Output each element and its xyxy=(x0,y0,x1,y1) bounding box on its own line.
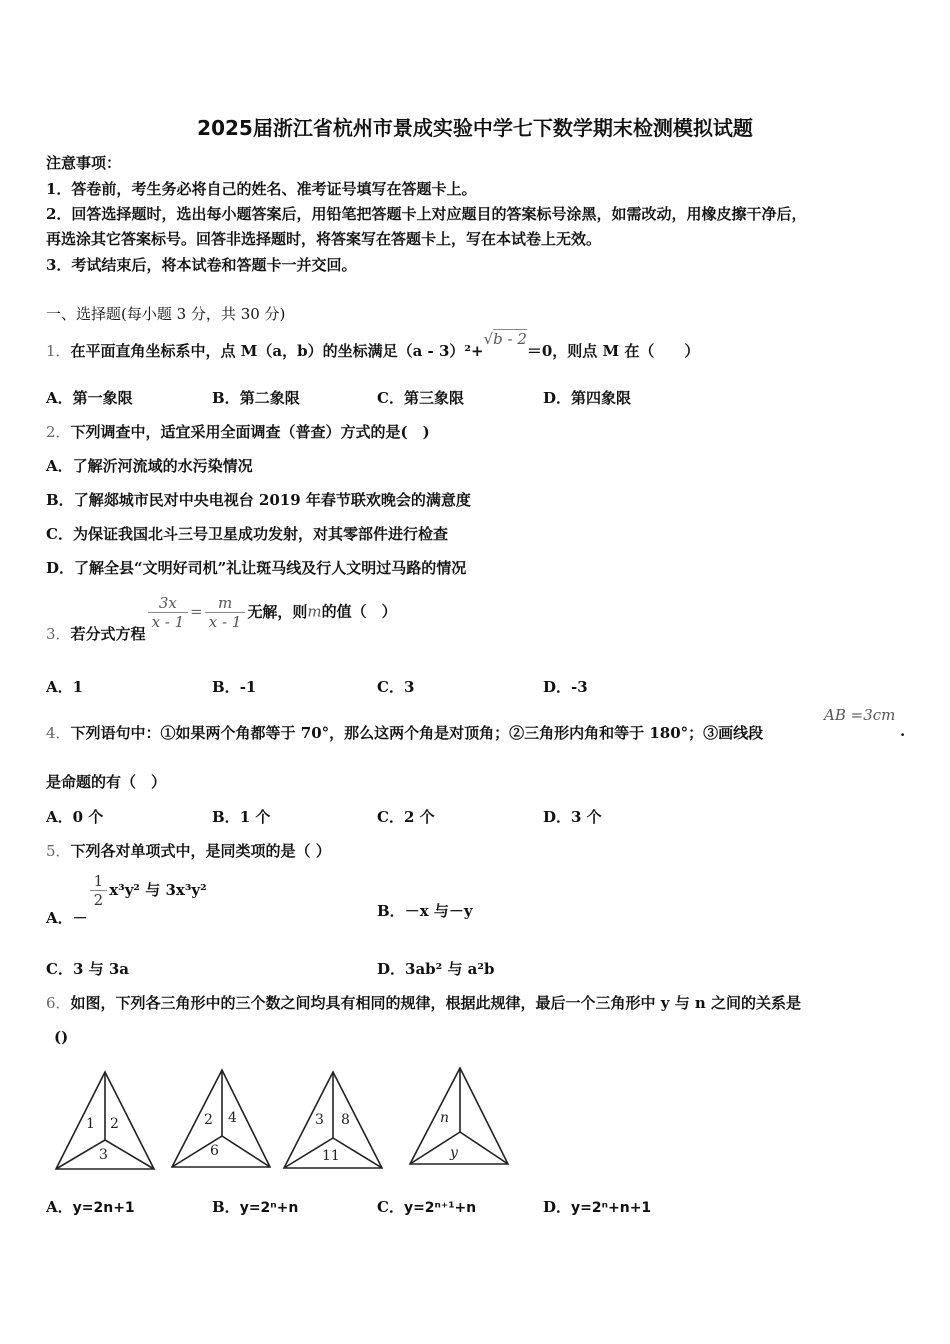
option-text: 第四象限 xyxy=(571,389,632,407)
option-text: 了解沂河流域的水污染情况 xyxy=(72,457,253,475)
fraction-denominator: x - 1 xyxy=(208,613,242,631)
section-heading: 一、选择题(每小题 3 分，共 30 分) xyxy=(46,305,286,323)
option-label: A． xyxy=(46,389,73,407)
triangle-4 xyxy=(410,1068,508,1164)
minus-sign: － xyxy=(72,908,88,927)
fraction-1 xyxy=(148,594,189,631)
triangle-2-left: 2 xyxy=(204,1112,213,1128)
question-text: 若分式方程 xyxy=(70,624,146,643)
option-text: y=2ⁿ⁺¹+n xyxy=(403,1200,477,1216)
page-title: 2025届浙江省杭州市景成实验中学七下数学期末检测模拟试题 xyxy=(197,116,753,140)
fraction-numerator: 1 xyxy=(90,872,108,891)
question-text: 的值（ ） xyxy=(321,602,397,621)
option-label: B． xyxy=(377,902,405,920)
option-a[interactable] xyxy=(46,455,253,476)
triangle-2-right: 4 xyxy=(228,1110,237,1126)
question-text: 无解，则 xyxy=(247,602,308,621)
option-label: B． xyxy=(46,491,74,509)
option-text: -3 xyxy=(571,678,588,696)
answer-paren: () xyxy=(54,1028,69,1046)
triangle-3-left: 3 xyxy=(315,1112,324,1128)
triangle-2 xyxy=(172,1070,270,1167)
notice-item: 1．答卷前，考生务必将自己的姓名、准考证号填写在答题卡上。 xyxy=(46,180,477,198)
option-label: A． xyxy=(46,678,73,696)
option-label: D． xyxy=(543,678,572,696)
option-label: D． xyxy=(543,808,572,826)
math-expression: AB =3cm xyxy=(824,706,896,724)
option-label: D． xyxy=(377,960,406,978)
option-label: C． xyxy=(46,960,73,978)
option-b[interactable] xyxy=(46,489,471,510)
option-text: 为保证我国北斗三号卫星成功发射，对其零部件进行检查 xyxy=(72,525,448,543)
option-b[interactable] xyxy=(212,387,300,408)
option-label: A． xyxy=(46,1198,73,1216)
option-text: 1 个 xyxy=(239,808,271,826)
option-b[interactable] xyxy=(212,1196,298,1217)
question-3 xyxy=(46,594,397,643)
question-4 xyxy=(46,722,763,743)
option-c[interactable] xyxy=(46,523,448,544)
fraction-2 xyxy=(205,594,246,631)
option-label: A． xyxy=(46,457,73,475)
question-number: 2． xyxy=(46,423,71,441)
triangle-figure xyxy=(48,1062,518,1174)
question-2 xyxy=(46,421,430,442)
triangle-3-bottom: 11 xyxy=(322,1148,340,1164)
question-text: 下列各对单项式中，是同类项的是（ ） xyxy=(70,842,331,860)
option-text: 第二象限 xyxy=(239,389,300,407)
option-label: C． xyxy=(377,808,404,826)
option-text: 3 xyxy=(403,678,415,696)
option-d[interactable] xyxy=(377,958,494,979)
option-a[interactable] xyxy=(46,872,207,927)
question-number: 5． xyxy=(46,842,71,860)
variable: m xyxy=(307,602,322,621)
triangle-2-bottom: 6 xyxy=(210,1143,219,1159)
option-d[interactable] xyxy=(543,806,602,827)
option-a[interactable] xyxy=(46,806,103,827)
question-text: 下列语句中：①如果两个角都等于 70°，那么这两个角是对顶角；②三角形内角和等于 180°；③画线段 xyxy=(70,724,764,742)
fraction-numerator: 3x xyxy=(148,594,189,613)
option-b[interactable] xyxy=(212,676,256,697)
option-text: 3ab² 与 a²b xyxy=(405,960,495,978)
option-label: C． xyxy=(377,389,404,407)
equals-sign: = xyxy=(190,602,203,621)
option-text: -1 xyxy=(239,678,257,696)
option-b[interactable] xyxy=(377,900,473,921)
option-c[interactable] xyxy=(377,387,464,408)
option-label: C． xyxy=(377,1198,404,1216)
option-label: D． xyxy=(543,1198,572,1216)
option-label: B． xyxy=(212,389,240,407)
notice-item: 再选涂其它答案标号。回答非选择题时，将答案写在答题卡上，写在本试卷上无效。 xyxy=(46,230,602,248)
option-d[interactable] xyxy=(543,387,631,408)
triangle-4-bottom: y xyxy=(450,1145,458,1161)
question-6 xyxy=(46,992,801,1013)
question-number: 4． xyxy=(46,724,71,742)
sqrt-radicand: b - 2 xyxy=(493,330,527,348)
notice-item: 2．回答选择题时，选出每小题答案后，用铅笔把答题卡上对应题目的答案标号涂黑，如需改动，用橡皮擦干净后， xyxy=(46,205,807,223)
option-a[interactable] xyxy=(46,1196,135,1217)
notice-item: 3．考试结束后，将本试卷和答题卡一并交回。 xyxy=(46,256,357,274)
option-text: x³y² 与 3x³y² xyxy=(109,880,207,899)
option-c[interactable] xyxy=(377,1196,476,1217)
triangle-1-right: 2 xyxy=(110,1116,119,1132)
question-number: 1． xyxy=(46,342,71,360)
option-b[interactable] xyxy=(212,806,270,827)
option-text: y=2ⁿ+n+1 xyxy=(571,1200,652,1216)
option-text: 了解郯城市民对中央电视台 2019 年春节联欢晚会的满意度 xyxy=(73,491,471,509)
option-label: D． xyxy=(543,389,572,407)
option-d[interactable] xyxy=(46,557,466,578)
option-label: C． xyxy=(377,678,404,696)
question-5 xyxy=(46,840,331,861)
option-d[interactable] xyxy=(543,1196,651,1217)
fraction-numerator: m xyxy=(205,594,246,613)
option-text: －x 与－y xyxy=(404,902,473,920)
option-text: y=2n+1 xyxy=(72,1200,135,1216)
option-d[interactable] xyxy=(543,676,588,697)
option-label: A． xyxy=(46,808,73,826)
fraction-half xyxy=(90,872,108,909)
option-label: A． xyxy=(46,908,73,927)
option-text: 3 个 xyxy=(571,808,602,826)
option-text: 了解全县“文明好司机”礼让斑马线及行人文明过马路的情况 xyxy=(74,559,467,577)
option-a[interactable] xyxy=(46,676,83,697)
fraction-denominator: 2 xyxy=(93,891,104,909)
option-c[interactable] xyxy=(46,958,129,979)
option-text: 0 个 xyxy=(72,808,104,826)
question-number: 6． xyxy=(46,994,71,1012)
option-text: y=2ⁿ+n xyxy=(239,1200,299,1216)
option-c[interactable] xyxy=(377,676,414,697)
triangle-3-right: 8 xyxy=(341,1112,350,1128)
option-a[interactable] xyxy=(46,387,133,408)
question-text: ＝0，则点 M 在（ ） xyxy=(526,342,700,360)
option-c[interactable] xyxy=(377,806,435,827)
option-text: 第一象限 xyxy=(72,389,133,407)
option-label: B． xyxy=(212,678,240,696)
question-number: 3． xyxy=(46,624,71,643)
question-text-continued: 是命题的有（ ） xyxy=(46,773,167,791)
period: . xyxy=(900,722,906,740)
triangle-1-left: 1 xyxy=(86,1116,95,1132)
question-text: 下列调查中，适宜采用全面调查（普查）方式的是( ) xyxy=(70,423,430,441)
notice-heading: 注意事项： xyxy=(46,154,122,172)
question-text: 在平面直角坐标系中，点 M（a，b）的坐标满足（a - 3）²+ xyxy=(70,342,484,360)
option-label: C． xyxy=(46,525,73,543)
option-text: 1 xyxy=(72,678,84,696)
triangle-1-bottom: 3 xyxy=(99,1147,108,1163)
option-text: 3 与 3a xyxy=(72,960,129,978)
sqrt-sign-icon: √ xyxy=(483,330,494,348)
question-text: 如图，下列各三角形中的三个数之间均具有相同的规律，根据此规律，最后一个三角形中 y 与 n 之间的关系是 xyxy=(70,994,802,1012)
option-label: B． xyxy=(212,808,240,826)
option-text: 第三象限 xyxy=(403,389,464,407)
sqrt-expression xyxy=(484,330,527,348)
triangle-4-left: n xyxy=(440,1110,450,1126)
option-label: D． xyxy=(46,559,75,577)
fraction-denominator: x - 1 xyxy=(151,613,185,631)
question-1 xyxy=(46,330,700,361)
option-label: B． xyxy=(212,1198,240,1216)
option-text: 2 个 xyxy=(403,808,435,826)
